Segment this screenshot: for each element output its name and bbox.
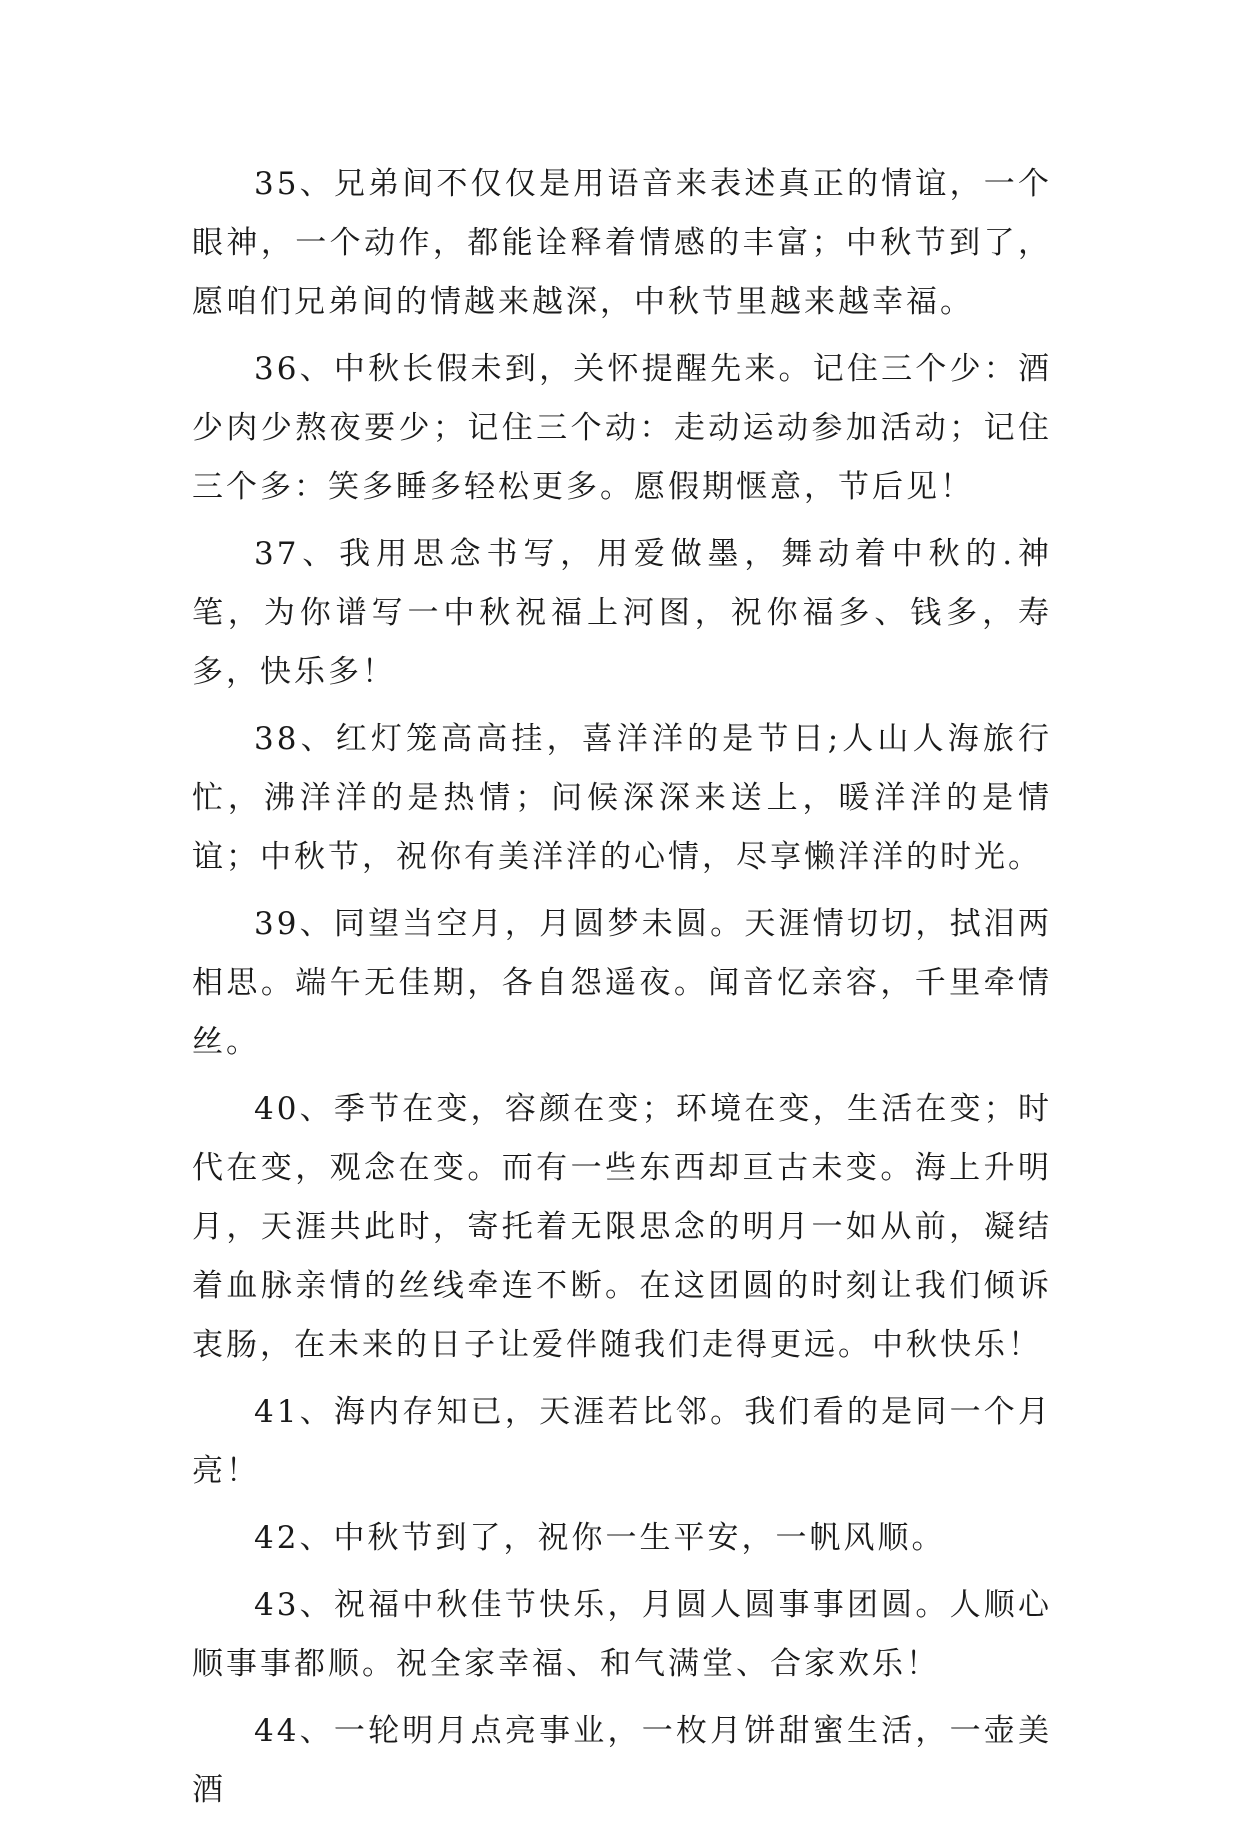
paragraph-39: 39、同望当空月，月圆梦未圆。天涯情切切，拭泪两相思。端午无佳期，各自怨遥夜。闻音忆亲容，千里牵情丝。 <box>192 906 1052 1060</box>
paragraph-35: 35、兄弟间不仅仅是用语音来表述真正的情谊，一个眼神，一个动作，都能诠释着情感的丰富；中秋节到了，愿咱们兄弟间的情越来越深，中秋节里越来越幸福。 <box>192 166 1052 320</box>
paragraph-37: 37、我用思念书写，用爱做墨，舞动着中秋的.神笔，为你谱写一中秋祝福上河图，祝你福多、钱多，寿多，快乐多！ <box>192 536 1052 690</box>
paragraph-42: 42、中秋节到了，祝你一生平安，一帆风顺。 <box>254 1520 946 1556</box>
paragraph-40: 40、季节在变，容颜在变；环境在变，生活在变；时代在变，观念在变。而有一些东西却亘古未变。海上升明月，天涯共此时，寄托着无限思念的明月一如从前，凝结着血脉亲情的丝线牵连不断。在这团圆的时刻让我们倾诉衷肠，在未来的日子让爱伴随我们走得更远。中秋快乐！ <box>192 1091 1052 1363</box>
paragraph-44: 44、一轮明月点亮事业，一枚月饼甜蜜生活，一壶美酒 <box>192 1713 1052 1808</box>
paragraph-43: 43、祝福中秋佳节快乐，月圆人圆事事团圆。人顺心顺事事都顺。祝全家幸福、和气满堂、合家欢乐！ <box>192 1587 1052 1682</box>
paragraph-36: 36、中秋长假未到，关怀提醒先来。记住三个少：酒少肉少熬夜要少；记住三个动：走动运动参加活动；记住三个多：笑多睡多轻松更多。愿假期惬意，节后见！ <box>192 351 1052 505</box>
paragraph-38: 38、红灯笼高高挂，喜洋洋的是节日;人山人海旅行忙，沸洋洋的是热情；问候深深来送上，暖洋洋的是情谊；中秋节，祝你有美洋洋的心情，尽享懒洋洋的时光。 <box>192 721 1052 875</box>
document-page <box>192 155 1052 1828</box>
paragraph-41: 41、海内存知已，天涯若比邻。我们看的是同一个月亮！ <box>192 1394 1052 1489</box>
